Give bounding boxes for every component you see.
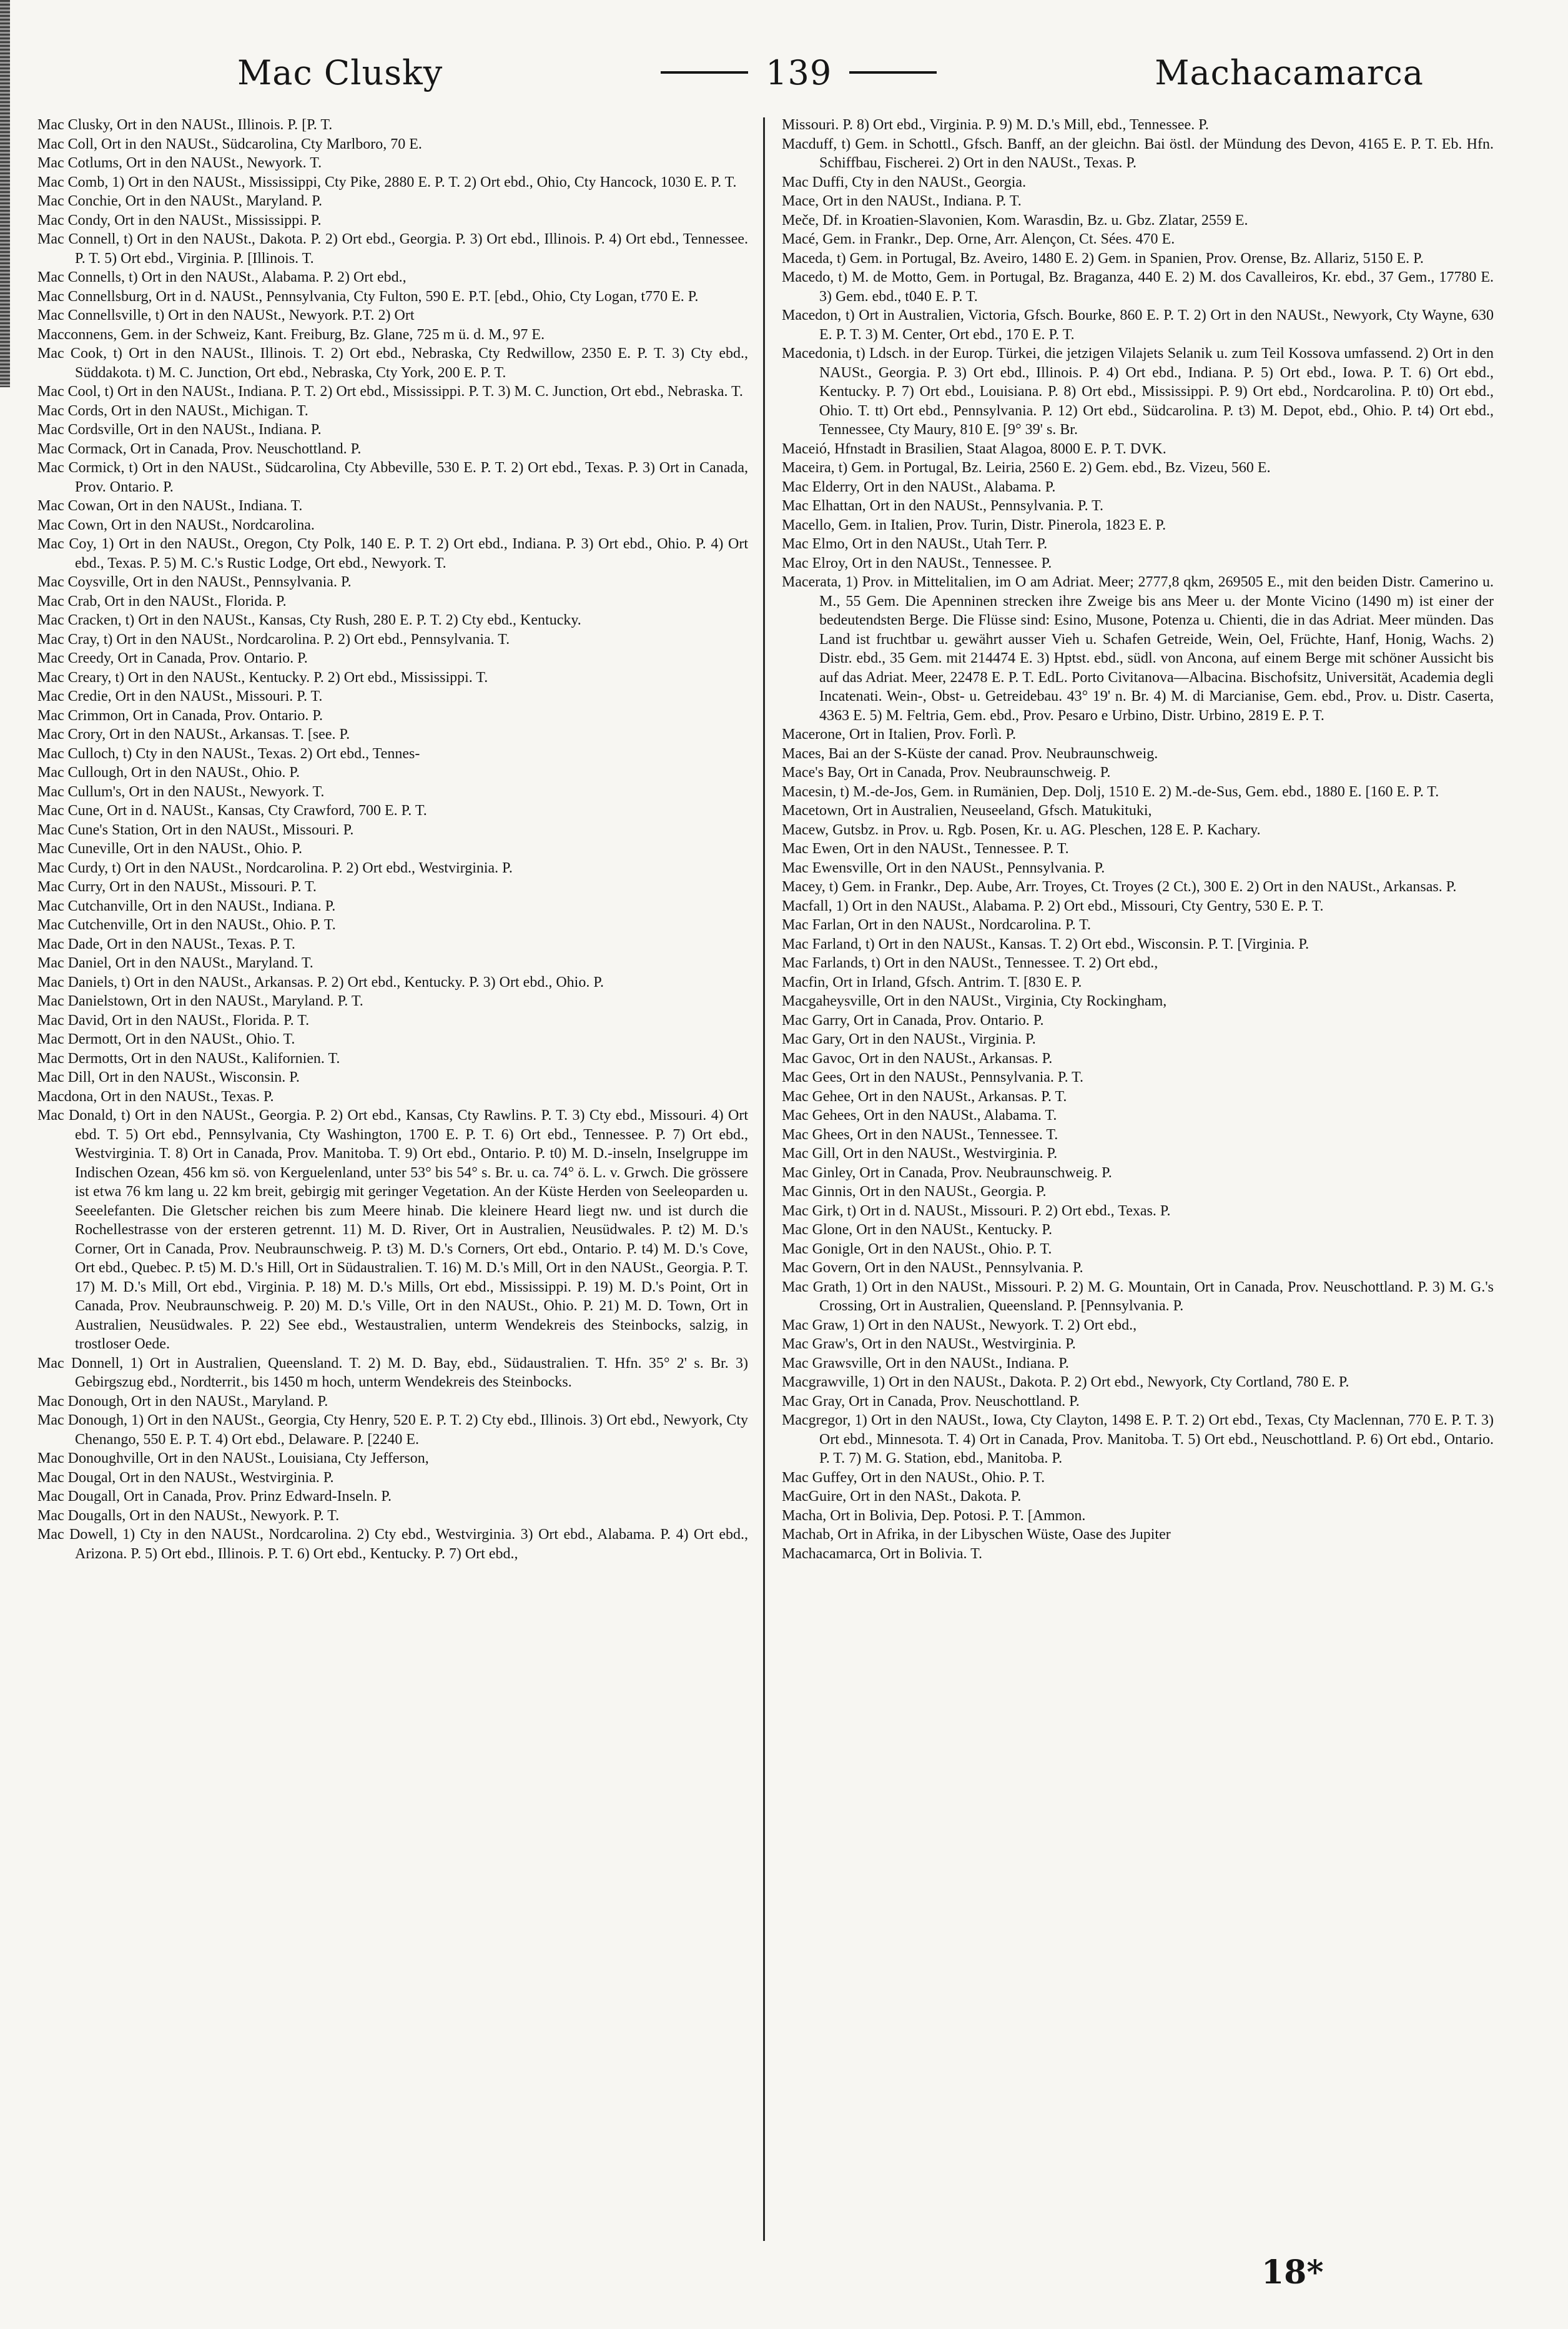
- gazetteer-entry: Mac Cordsville, Ort in den NAUSt., Indiana. P.: [37, 422, 322, 438]
- gazetteer-entry: Mac Govern, Ort in den NAUSt., Pennsylvania. P.: [782, 1260, 1083, 1276]
- gazetteer-entry: Mac Dade, Ort in den NAUSt., Texas. P. T.: [37, 936, 295, 952]
- gazetteer-entry: Mac Farlands, t) Ort in den NAUSt., Tennessee. T. 2) Ort ebd.,: [782, 955, 1158, 971]
- gazetteer-entry: Mac Donoughville, Ort in den NAUSt., Louisiana, Cty Jefferson,: [37, 1450, 429, 1466]
- gazetteer-entry: Macey, t) Gem. in Frankr., Dep. Aube, Arr. Troyes, Ct. Troyes (2 Ct.), 300 E. 2) Ort in den NAUSt., Arkansas. P.: [782, 879, 1457, 895]
- gazetteer-entry: Mace, Ort in den NAUSt., Indiana. P. T.: [782, 193, 1022, 209]
- gazetteer-entry: Mac Donnell, 1) Ort in Australien, Queensland. T. 2) M. D. Bay, ebd., Südaustralien. T. Hfn. 35° 2' s. Br. 3) Gebirgszug ebd., Nordterrit., bis 1450 m hoch, unterm Wendekreis des Steinbocks.: [37, 1355, 748, 1390]
- right-column: [782, 116, 1494, 2245]
- gazetteer-entry: Mac Dowell, 1) Cty in den NAUSt., Nordcarolina. 2) Cty ebd., Westvirginia. 3) Ort ebd., Alabama. P. 4) Ort ebd., Arizona. P. 5) Ort ebd., Illinois. P. T. 6) Ort ebd., Kentucky. P. 7) Ort ebd.,: [37, 1526, 748, 1562]
- gazetteer-entry: Mac Cune's Station, Ort in den NAUSt., Missouri. P.: [37, 821, 354, 838]
- gazetteer-entry: Mac Elmo, Ort in den NAUSt., Utah Terr. P.: [782, 536, 1048, 552]
- gazetteer-entry: Mac Coysville, Ort in den NAUSt., Pennsylvania. P.: [37, 574, 352, 590]
- gazetteer-entry: Missouri. P. 8) Ort ebd., Virginia. P. 9) M. D.'s Mill, ebd., Tennessee. P.: [782, 117, 1209, 133]
- gazetteer-entry: Mac Duffi, Cty in den NAUSt., Georgia.: [782, 174, 1027, 190]
- gazetteer-entry: Mac Ginley, Ort in Canada, Prov. Neubraunschweig. P.: [782, 1164, 1112, 1181]
- gazetteer-entry: Macgregor, 1) Ort in den NAUSt., Iowa, Cty Clayton, 1498 E. P. T. 2) Ort ebd., Texas, Cty Maclennan, 770 E. P. T. 3) Ort ebd., Minnesota. T. 4) Ort in Canada, Prov. Manitoba. T. 5) Ort ebd., Neuschottland. P. 6) Ort ebd., Ontario. P. T. 7) M. G. Station, ebd., Manitoba. P.: [782, 1412, 1494, 1466]
- gazetteer-entry: Mac Grath, 1) Ort in den NAUSt., Missouri. P. 2) M. G. Mountain, Ort in Canada, Prov. Neuschottland. P. 3) M. G.'s Crossing, Ort in Australien, Queensland. P. [Pennsylvania. P.: [782, 1278, 1494, 1314]
- gazetteer-entry: Mac Dougall, Ort in Canada, Prov. Prinz Edward-Inseln. P.: [37, 1488, 392, 1505]
- gazetteer-entry: Mac Dougalls, Ort in den NAUSt., Newyork. P. T.: [37, 1507, 340, 1524]
- gazetteer-entry: Mac Crimmon, Ort in Canada, Prov. Ontario. P.: [37, 707, 323, 724]
- gazetteer-entry: Mac Farlan, Ort in den NAUSt., Nordcarolina. P. T.: [782, 917, 1092, 933]
- gazetteer-entry: Meče, Df. in Kroatien-Slavonien, Kom. Warasdin, Bz. u. Gbz. Zlatar, 2559 E.: [782, 212, 1248, 229]
- header-left-keyword: Mac Clusky: [237, 52, 443, 92]
- gazetteer-entry: Machab, Ort in Afrika, in der Libyschen Wüste, Oase des Jupiter: [782, 1526, 1171, 1543]
- gazetteer-entry: Mac Cullum's, Ort in den NAUSt., Newyork. T.: [37, 783, 325, 800]
- gazetteer-entry: Mac Donough, 1) Ort in den NAUSt., Georgia, Cty Henry, 520 E. P. T. 2) Cty ebd., Illinois. 3) Ort ebd., Newyork, Cty Chenango, 550 E. P. T. 4) Ort ebd., Delaware. P. [2240 E.: [37, 1412, 748, 1448]
- gazetteer-entry: Mac Cool, t) Ort in den NAUSt., Indiana. P. T. 2) Ort ebd., Mississippi. P. T. 3) M. C. Junction, Ort ebd., Nebraska. T.: [37, 383, 743, 400]
- gazetteer-entry: Macedon, t) Ort in Australien, Victoria, Gfsch. Bourke, 860 E. P. T. 2) Ort in den NAUSt., Newyork, Cty Wayne, 630 E. P. T. 3) M. Center, Ort ebd., 170 E. P. T.: [782, 307, 1494, 343]
- gazetteer-entry: Mac Cook, t) Ort in den NAUSt., Illinois. T. 2) Ort ebd., Nebraska, Cty Redwillow, 2350 E. P. T. 3) Cty ebd., Süddakota. t) M. C. Junction, Ort ebd., Nebraska, Cty York, 200 E. P. T.: [37, 345, 748, 381]
- gazetteer-entry: Mac Coy, 1) Ort in den NAUSt., Oregon, Cty Polk, 140 E. P. T. 2) Ort ebd., Indiana. P. 3) Ort ebd., Ohio. P. 4) Ort ebd., Texas. P. 5) M. C.'s Rustic Lodge, Ort ebd., Newyork. T.: [37, 536, 748, 571]
- gazetteer-entry: Macgaheysville, Ort in den NAUSt., Virginia, Cty Rockingham,: [782, 993, 1167, 1009]
- gazetteer-entry: Mac Farland, t) Ort in den NAUSt., Kansas. T. 2) Ort ebd., Wisconsin. P. T. [Virginia. P.: [782, 936, 1309, 952]
- gazetteer-entry: Mac Donald, t) Ort in den NAUSt., Georgia. P. 2) Ort ebd., Kansas, Cty Rawlins. P. T. 3) Cty ebd., Missouri. 4) Ort ebd. T. 5) Ort ebd., Pennsylvania, Cty Washington, 1700 E. P. T. 6) Ort ebd., Tennessee. P. 7) Ort ebd., Westvirginia. T. 8) Ort in Canada, Prov. Manitoba. T. 9) Ort ebd., Ontario. P. t0) M. D.-inseln, Inselgruppe im Indischen Ozean, 456 km sö. von Kerguelenland, unter 53° bis 54° s. Br. u. ca. 74° ö. L. v. Grwch. Die grössere ist etwa 76 km lang u. 22 km breit, gebirgig mit geringer Vegetation. An der Küste Herden von Seeleoparden u. Seeelefanten. Die Gletscher reichen bis zum Meere hinab. Die kleinere Heard liegt nw. und ist durch die Rochellestrasse von der ersteren getrennt. 11) M. D. River, Ort in Australien, Neusüdwales. P. t2) M. D.'s Corner, Ort in Canada, Prov. Neubraunschweig. P. t3) M. D.'s Corners, Ort ebd., Ontario. P. t4) M. D.'s Cove, Ort ebd., Quebec. P. t5) M. D.'s Hill, Ort in Südaustralien. T. 16) M. D.'s Mill, Ort in den NAUSt., Georgia. P. T. 17) M. D.'s Mill, Ort ebd., Virginia. P. 18) M. D.'s Mills, Ort ebd., Mississippi. P. 19) M. D.'s Point, Ort in Canada, Prov. Neubraunschweig. P. 20) M. D.'s Ville, Ort in den NAUSt., Ohio. P. 21) M. D. Town, Ort in Australien, Neusüdwales. P. 22) See ebd., Westaustralien, unterm Wendekreis des Steinbocks, salzig, in trostloser Oede.: [37, 1107, 748, 1352]
- gazetteer-entry: Mac Donough, Ort in den NAUSt., Maryland. P.: [37, 1393, 328, 1410]
- gazetteer-entry: Mac Connells, t) Ort in den NAUSt., Alabama. P. 2) Ort ebd.,: [37, 269, 407, 285]
- gazetteer-entry: Mac Conchie, Ort in den NAUSt., Maryland. P.: [37, 193, 322, 209]
- gazetteer-entry: Maceda, t) Gem. in Portugal, Bz. Aveiro, 1480 E. 2) Gem. in Spanien, Prov. Orense, Bz. Allariz, 5150 E. P.: [782, 250, 1424, 267]
- gazetteer-entry: Mac Gonigle, Ort in den NAUSt., Ohio. P. T.: [782, 1240, 1052, 1257]
- gazetteer-entry: Macdona, Ort in den NAUSt., Texas. P.: [37, 1088, 274, 1105]
- gazetteer-entry: Mac Credie, Ort in den NAUSt., Missouri. P. T.: [37, 688, 323, 705]
- gazetteer-entry: Mac Daniels, t) Ort in den NAUSt., Arkansas. P. 2) Ort ebd., Kentucky. P. 3) Ort ebd., Ohio. P.: [37, 974, 604, 991]
- gazetteer-entry: Mac Grawsville, Ort in den NAUSt., Indiana. P.: [782, 1355, 1069, 1372]
- gazetteer-entry: Maceira, t) Gem. in Portugal, Bz. Leiria, 2560 E. 2) Gem. ebd., Bz. Vizeu, 560 E.: [782, 460, 1271, 476]
- gazetteer-entry: Mac Cune, Ort in d. NAUSt., Kansas, Cty Crawford, 700 E. P. T.: [37, 803, 427, 819]
- gazetteer-entry: Mac Clusky, Ort in den NAUSt., Illinois. P. [P. T.: [37, 117, 333, 133]
- gazetteer-entry: Mac Graw's, Ort in den NAUSt., Westvirginia. P.: [782, 1336, 1076, 1352]
- page-header: [237, 41, 1424, 104]
- gazetteer-entry: Mac Cormick, t) Ort in den NAUSt., Südcarolina, Cty Abbeville, 530 E. P. T. 2) Ort ebd., Texas. P. 3) Ort in Canada, Prov. Ontario. P.: [37, 460, 748, 495]
- gazetteer-entry: MacGuire, Ort in den NASt., Dakota. P.: [782, 1488, 1022, 1505]
- gazetteer-entry: Mac Crory, Ort in den NAUSt., Arkansas. T. [see. P.: [37, 726, 350, 743]
- gazetteer-entry: Macedonia, t) Ldsch. in der Europ. Türkei, die jetzigen Vilajets Selanik u. zum Teil Kossova umfassend. 2) Ort in den NAUSt., Georgia. P. 3) Ort ebd., Illinois. P. 4) Ort ebd., Indiana. P. 5) Ort ebd., Iowa. P. T. 6) Ort ebd., Kentucky. P. 7) Ort ebd., Louisiana. P. 8) Ort ebd., Mississippi. P. 9) Ort ebd., Nordcarolina. P. t0) Ort ebd., Ohio. T. tt) Ort ebd., Pennsylvania. P. 12) Ort ebd., Südcarolina. P. t3) M. Depot, ebd., Ohio. P. t4) Ort ebd., Tennessee, Cty Maury, 810 E. [9° 39' s. Br.: [782, 345, 1494, 438]
- gazetteer-entry: Mac Garry, Ort in Canada, Prov. Ontario. P.: [782, 1012, 1044, 1029]
- gazetteer-entry: Mac Girk, t) Ort in d. NAUSt., Missouri. P. 2) Ort ebd., Texas. P.: [782, 1202, 1171, 1219]
- gazetteer-entry: Mac Curdy, t) Ort in den NAUSt., Nordcarolina. P. 2) Ort ebd., Westvirginia. P.: [37, 859, 513, 876]
- gazetteer-entry: Mac Glone, Ort in den NAUSt., Kentucky. P.: [782, 1222, 1053, 1238]
- gazetteer-entry: Mac David, Ort in den NAUSt., Florida. P. T.: [37, 1012, 310, 1029]
- gazetteer-entry: Mac Cullough, Ort in den NAUSt., Ohio. P.: [37, 764, 300, 781]
- gazetteer-entry: Macew, Gutsbz. in Prov. u. Rgb. Posen, Kr. u. AG. Pleschen, 128 E. P. Kachary.: [782, 821, 1261, 838]
- gazetteer-entry: Mac Gill, Ort in den NAUSt., Westvirginia. P.: [782, 1145, 1058, 1162]
- gazetteer-entry: Mac Curry, Ort in den NAUSt., Missouri. P. T.: [37, 879, 317, 895]
- gazetteer-entry: Mac Gehee, Ort in den NAUSt., Arkansas. P. T.: [782, 1088, 1067, 1105]
- gazetteer-entry: Mac Cotlums, Ort in den NAUSt., Newyork. T.: [37, 155, 322, 171]
- gazetteer-entry: Macfin, Ort in Irland, Gfsch. Antrim. T. [830 E. P.: [782, 974, 1082, 991]
- gazetteer-entry: Mac Connellsville, t) Ort in den NAUSt., Newyork. P.T. 2) Ort: [37, 307, 415, 324]
- gazetteer-entry: Macha, Ort in Bolivia, Dep. Potosi. P. T. [Ammon.: [782, 1507, 1086, 1524]
- gazetteer-entry: Maceió, Hfnstadt in Brasilien, Staat Alagoa, 8000 E. P. T. DVK.: [782, 440, 1166, 457]
- gazetteer-entry: Machacamarca, Ort in Bolivia. T.: [782, 1545, 982, 1562]
- gazetteer-entry: Mac Guffey, Ort in den NAUSt., Ohio. P. T.: [782, 1469, 1045, 1486]
- gazetteer-entry: Mac Cutchenville, Ort in den NAUSt., Ohio. P. T.: [37, 917, 336, 933]
- column-divider: [763, 117, 765, 2241]
- gazetteer-entry: Mac Ewen, Ort in den NAUSt., Tennessee. P. T.: [782, 841, 1069, 857]
- gazetteer-entry: Macgrawville, 1) Ort in den NAUSt., Dakota. P. 2) Ort ebd., Newyork, Cty Cortland, 780 E. P.: [782, 1374, 1349, 1390]
- gazetteer-entry: Mac Culloch, t) Cty in den NAUSt., Texas. 2) Ort ebd., Tennes-: [37, 745, 420, 762]
- gazetteer-entry: Mac Gehees, Ort in den NAUSt., Alabama. T.: [782, 1107, 1057, 1124]
- gazetteer-entry: Macé, Gem. in Frankr., Dep. Orne, Arr. Alençon, Ct. Sées. 470 E.: [782, 231, 1175, 247]
- gazetteer-entry: Mace's Bay, Ort in Canada, Prov. Neubraunschweig. P.: [782, 764, 1111, 781]
- left-column: [37, 116, 748, 2245]
- gazetteer-entry: Macesin, t) M.-de-Jos, Gem. in Rumänien, Dep. Dolj, 1510 E. 2) M.-de-Sus, Gem. ebd., 1880 E. [160 E. P. T.: [782, 783, 1439, 800]
- gazetteer-entry: Mac Crab, Ort in den NAUSt., Florida. P.: [37, 593, 287, 610]
- header-center: [643, 53, 954, 92]
- gazetteer-entry: Mac Gees, Ort in den NAUSt., Pennsylvania. P. T.: [782, 1069, 1084, 1085]
- gazetteer-entry: Mac Cords, Ort in den NAUSt., Michigan. T.: [37, 402, 308, 419]
- gazetteer-entry: Mac Condy, Ort in den NAUSt., Mississippi. P.: [37, 212, 322, 229]
- gazetteer-entry: Macerata, 1) Prov. in Mittelitalien, im O am Adriat. Meer; 2777,8 qkm, 269505 E., mit den beiden Distr. Camerino u. M., 55 Gem. Die Apenninen strecken ihre Zweige bis ans Meer u. der Monte Vicino (1490 m) ist einer der bedeutendsten Berge. Die Flüsse sind: Esino, Musone, Potenza u. Chienti, die in das Adriat. Meer münden. Das Land ist fruchtbar u. gewährt ausser Vieh u. Schafen Getreide, Wein, Oel, Früchte, Hanf, Honig, Wachs. 2) Distr. ebd., 35 Gem. mit 214474 E. 3) Hptst. ebd., südl. von Ancona, auf einem Berge mit schöner Aussicht bis auf das Adriat. Meer, 22478 E. P. T. EdL. Porto Civitanova—Albacina. Bischofsitz, Universität, Academia degli Incatenati. Wein-, Obst- u. Getreidebau. 43° 19' n. Br. 4) M. di Marcianise, Gem. ebd., Prov. u. Distr. Caserta, 4363 E. 5) M. Feltria, Gem. ebd., Prov. Pesaro e Urbino, Distr. Urbino, 2819 E. P. T.: [782, 574, 1494, 724]
- gazetteer-entry: Mac Cown, Ort in den NAUSt., Nordcarolina.: [37, 517, 315, 533]
- gazetteer-entry: Mac Ewensville, Ort in den NAUSt., Pennsylvania. P.: [782, 859, 1105, 876]
- gazetteer-entry: Mac Cormack, Ort in Canada, Prov. Neuschottland. P.: [37, 440, 362, 457]
- gazetteer-entry: Mac Creedy, Ort in Canada, Prov. Ontario. P.: [37, 650, 308, 666]
- gazetteer-entry: Mac Connellsburg, Ort in d. NAUSt., Pennsylvania, Cty Fulton, 590 E. P.T. [ebd., Ohio, Cty Logan, t770 E. P.: [37, 288, 699, 305]
- gazetteer-entry: Mac Cutchanville, Ort in den NAUSt., Indiana. P.: [37, 897, 336, 914]
- gazetteer-entry: Mac Elroy, Ort in den NAUSt., Tennessee. P.: [782, 555, 1052, 571]
- gazetteer-entry: Mac Comb, 1) Ort in den NAUSt., Mississippi, Cty Pike, 2880 E. P. T. 2) Ort ebd., Ohio, Cty Hancock, 1030 E. P. T.: [37, 174, 737, 190]
- header-dash-left: [661, 71, 748, 74]
- header-dash-right: [849, 71, 937, 74]
- gazetteer-entry: Mac Cracken, t) Ort in den NAUSt., Kansas, Cty Rush, 280 E. P. T. 2) Cty ebd., Kentucky.: [37, 612, 581, 628]
- gazetteer-entry: Mac Ginnis, Ort in den NAUSt., Georgia. P.: [782, 1184, 1047, 1200]
- gazetteer-entry: Macconnens, Gem. in der Schweiz, Kant. Freiburg, Bz. Glane, 725 m ü. d. M., 97 E.: [37, 326, 545, 343]
- gazetteer-entry: Mac Creary, t) Ort in den NAUSt., Kentucky. P. 2) Ort ebd., Mississippi. T.: [37, 669, 488, 686]
- gazetteer-entry: Mac Gray, Ort in Canada, Prov. Neuschottland. P.: [782, 1393, 1080, 1410]
- gazetteer-entry: Mac Ghees, Ort in den NAUSt., Tennessee. T.: [782, 1126, 1058, 1143]
- gazetteer-entry: Maces, Bai an der S-Küste der canad. Prov. Neubraunschweig.: [782, 745, 1158, 762]
- gazetteer-entry: Macetown, Ort in Australien, Neuseeland, Gfsch. Matukituki,: [782, 803, 1152, 819]
- gazetteer-entry: Mac Elderry, Ort in den NAUSt., Alabama. P.: [782, 478, 1056, 495]
- gazetteer-entry: Mac Cuneville, Ort in den NAUSt., Ohio. P.: [37, 841, 302, 857]
- gazetteer-entry: Macedo, t) M. de Motto, Gem. in Portugal, Bz. Braganza, 440 E. 2) M. dos Cavalleiros, Kr. ebd., 37 Gem., 17780 E. 3) Gem. ebd., t040 E. P. T.: [782, 269, 1494, 305]
- gazetteer-entry: Mac Connell, t) Ort in den NAUSt., Dakota. P. 2) Ort ebd., Georgia. P. 3) Ort ebd., Illinois. P. 4) Ort ebd., Tennessee. P. T. 5) Ort ebd., Virginia. P. [Illinois. T.: [37, 231, 748, 267]
- gazetteer-entry: Mac Daniel, Ort in den NAUSt., Maryland. T.: [37, 955, 313, 971]
- gazetteer-entry: Macerone, Ort in Italien, Prov. Forlì. P.: [782, 726, 1017, 743]
- gazetteer-entry: Mac Dougal, Ort in den NAUSt., Westvirginia. P.: [37, 1469, 334, 1486]
- gazetteer-entry: Mac Gavoc, Ort in den NAUSt., Arkansas. P.: [782, 1050, 1053, 1067]
- gazetteer-entry: Macello, Gem. in Italien, Prov. Turin, Distr. Pinerola, 1823 E. P.: [782, 517, 1166, 533]
- gazetteer-entry: Mac Graw, 1) Ort in den NAUSt., Newyork. T. 2) Ort ebd.,: [782, 1317, 1137, 1333]
- header-right-keyword: Machacamarca: [1155, 52, 1424, 92]
- gazetteer-entry: Mac Dermott, Ort in den NAUSt., Ohio. T.: [37, 1031, 295, 1047]
- gazetteer-entry: Mac Elhattan, Ort in den NAUSt., Pennsylvania. P. T.: [782, 498, 1104, 514]
- gazetteer-entry: Mac Dermotts, Ort in den NAUSt., Kalifornien. T.: [37, 1050, 340, 1067]
- page-number: 139: [766, 52, 832, 92]
- gazetteer-entry: Mac Danielstown, Ort in den NAUSt., Maryland. P. T.: [37, 993, 363, 1009]
- gazetteer-entry: Mac Coll, Ort in den NAUSt., Südcarolina, Cty Marlboro, 70 E.: [37, 136, 422, 152]
- gazetteer-entry: Macduff, t) Gem. in Schottl., Gfsch. Banff, an der gleichn. Bai östl. der Mündung des Devon, 4165 E. P. T. Eb. Hfn. Schiffbau, Fischerei. 2) Ort in den NAUSt., Texas. P.: [782, 136, 1494, 171]
- signature-mark: 18*: [1261, 2253, 1324, 2292]
- page-edge-shadow: [0, 0, 10, 387]
- gazetteer-entry: Mac Cowan, Ort in den NAUSt., Indiana. T.: [37, 498, 303, 514]
- gazetteer-entry: Mac Dill, Ort in den NAUSt., Wisconsin. P.: [37, 1069, 300, 1085]
- gazetteer-entry: Mac Cray, t) Ort in den NAUSt., Nordcarolina. P. 2) Ort ebd., Pennsylvania. T.: [37, 631, 510, 648]
- gazetteer-entry: Mac Gary, Ort in den NAUSt., Virginia. P.: [782, 1031, 1036, 1047]
- gazetteer-entry: Macfall, 1) Ort in den NAUSt., Alabama. P. 2) Ort ebd., Missouri, Cty Gentry, 530 E. P. T.: [782, 897, 1324, 914]
